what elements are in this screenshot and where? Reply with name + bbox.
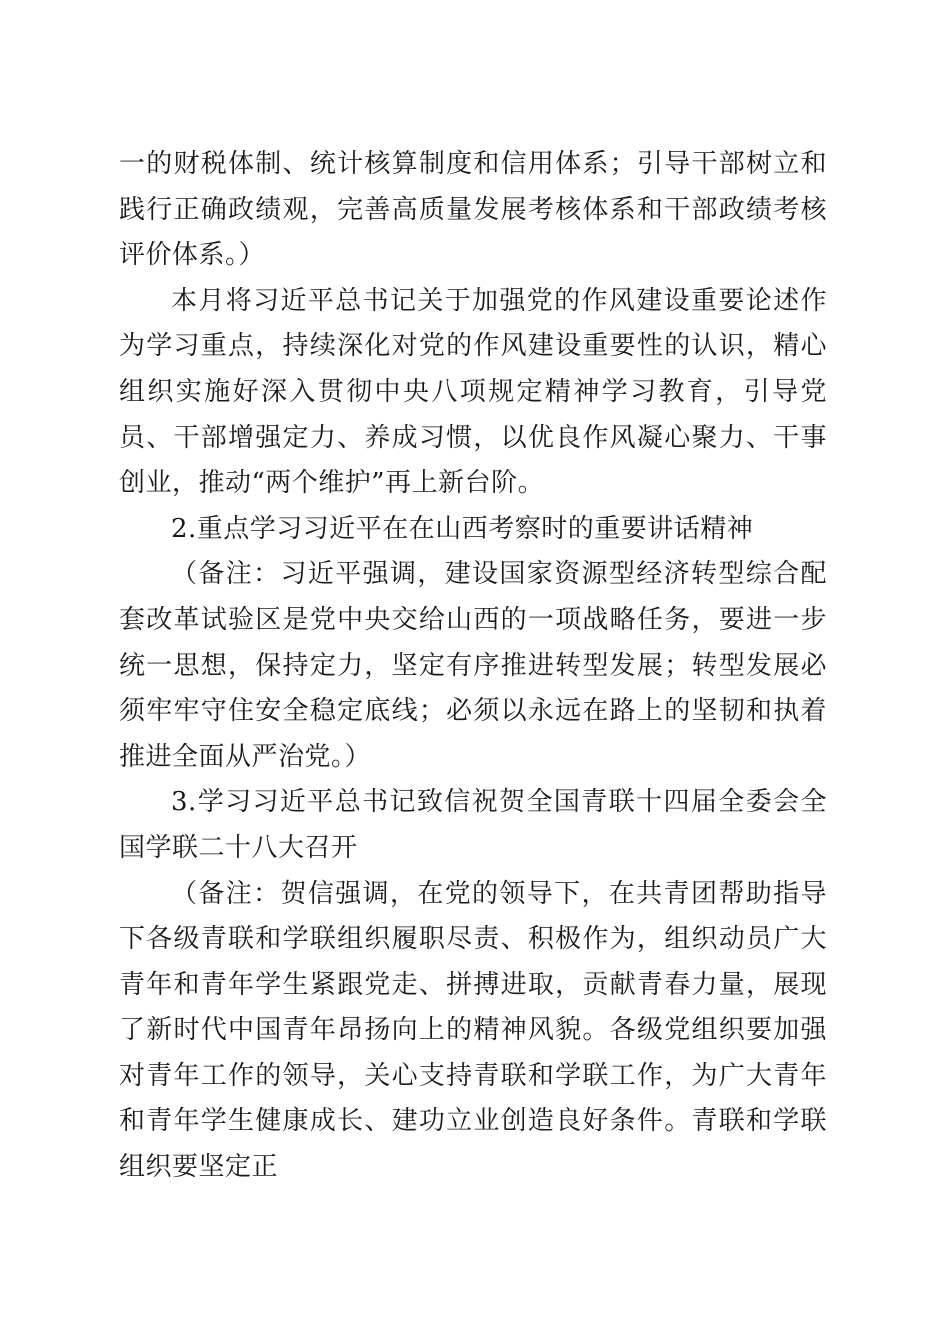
item-note-3: （备注：贺信强调，在党的领导下，在共青团帮助指导下各级青联和学联组织履职尽责、积极作为，组织动员广大青年和青年学生紧跟党走、拼搏进取，贡献青春力量，展现了新时代中国青年昂扬向上的精神风貌。各级党组织要加强对青年工作的领导，关心支持青联和学联工作，为广大青年和青年学生健康成长、建功立业创造良好条件。青联和学联组织要坚定正: [119, 878, 827, 1183]
paragraph-study-focus: 本月将习近平总书记关于加强党的作风建设重要论述作为学习重点，持续深化对党的作风建设重要性的认识，精心组织实施好深入贯彻中央八项规定精神学习教育，引导党员、干部增强定力、养成习惯，以优良作风凝心聚力、干事创业，推动“两个维护”再上新台阶。: [119, 285, 827, 499]
item-heading-2: 2.重点学习习近平在在山西考察时的重要讲话精神: [171, 513, 754, 544]
paragraph-continuation: 一的财税体制、统计核算制度和信用体系；引导干部树立和践行正确政绩观，完善高质量发展考核体系和干部政绩考核评价体系。）: [119, 149, 827, 271]
item-note-2: （备注：习近平强调，建设国家资源型经济转型综合配套改革试验区是党中央交给山西的一项战略任务，要进一步统一思想，保持定力，坚定有序推进转型发展；转型发展必须牢牢守住安全稳定底线；必须以永远在路上的坚韧和执着推进全面从严治党。）: [119, 559, 827, 772]
document-body: [119, 142, 827, 1191]
item-heading-3: 3.学习习近平总书记致信祝贺全国青联十四届全委会全国学联二十八大召开: [119, 787, 827, 863]
